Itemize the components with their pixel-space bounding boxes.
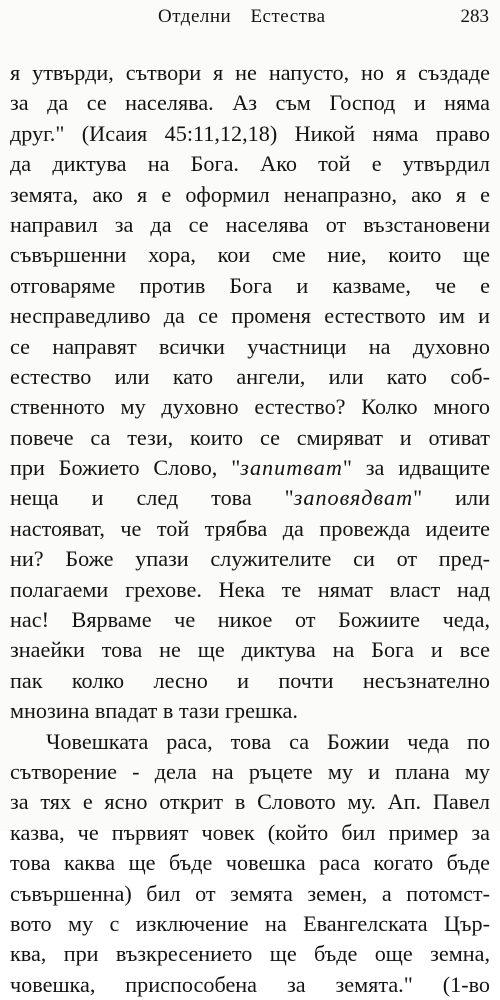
page-header: [0, 6, 500, 30]
text-line: съвършенна) бил от земята земен, а потомст-: [10, 880, 490, 906]
paragraph-first-line: Човешката раса, това са Божии чеда по: [46, 728, 490, 754]
text-line: настояват, че той трябва да провежда идеите: [10, 515, 490, 541]
text-segment: " за идващите: [342, 455, 490, 481]
text-line: повече са тези, които се смиряват и отиват: [10, 424, 490, 450]
text-line: сътворение - дела на ръцете му и плана му: [10, 758, 490, 784]
text-line: съвършенни хора, кои сме ние, които ще: [10, 242, 490, 268]
text-line: се направят всички участници на духовно: [10, 333, 490, 359]
text-line: знаейки това не ще диктува на Бога и все: [10, 637, 490, 663]
emphasis-word: запитват: [240, 455, 343, 481]
page-number: 283: [460, 6, 489, 27]
text-line: ни? Боже упази служителите си от пред-: [10, 546, 490, 572]
text-segment: неща и след това ": [10, 485, 294, 511]
text-line: несправедливо да се променя естеството им и: [10, 303, 490, 329]
text-line-mixed: [10, 483, 490, 513]
text-line: пак колко лесно и почти несъзнателно: [10, 667, 490, 693]
paragraph-last-line: мнозина впадат в тази грешка.: [10, 698, 298, 724]
text-line: вото му с изключение на Евангелската Цър-: [10, 910, 490, 936]
text-line: ственното му духовно естество? Колко много: [10, 394, 490, 420]
emphasis-word: заповядват: [293, 485, 414, 511]
text-line: естество или като ангели, или като соб-: [10, 363, 490, 389]
text-line-mixed: [10, 453, 490, 483]
text-line: да диктува на Бога. Ако той е утвърдил: [10, 151, 490, 177]
text-line: друг." (Исаия 45:11,12,18) Никой няма право: [10, 120, 490, 146]
text-line: направил за да се населява от възстановени: [10, 211, 490, 237]
text-segment: " или: [413, 485, 490, 511]
text-line: нас! Вярваме че никое от Божиите чеда,: [10, 607, 490, 633]
text-line: отговаряме против Бога и казваме, че е: [10, 272, 490, 298]
text-line: това каква ще бъде човешка раса когато бъде: [10, 850, 490, 876]
text-line: човешка, приспособена за земята." (1-во: [10, 971, 490, 997]
text-line: я утвърди, сътвори я не напусто, но я създаде: [10, 60, 490, 85]
text-line: земята, ако я е оформил ненапразно, ако я е: [10, 181, 490, 207]
text-segment: при Божието Слово, ": [10, 455, 241, 481]
text-line: за тях е ясно открит в Словото му. Ап. Павел: [10, 789, 490, 815]
text-line: полагаеми грехове. Нека те нямат власт над: [10, 576, 490, 602]
text-line: казва, че първият човек (който бил пример за: [10, 819, 490, 845]
text-line: за да се населява. Аз съм Господ и няма: [10, 90, 490, 116]
running-title: Отделни Естества: [158, 6, 326, 27]
body-text: [10, 58, 490, 1000]
text-line: ква, при възкресението ще бъде още земна,: [10, 941, 490, 967]
